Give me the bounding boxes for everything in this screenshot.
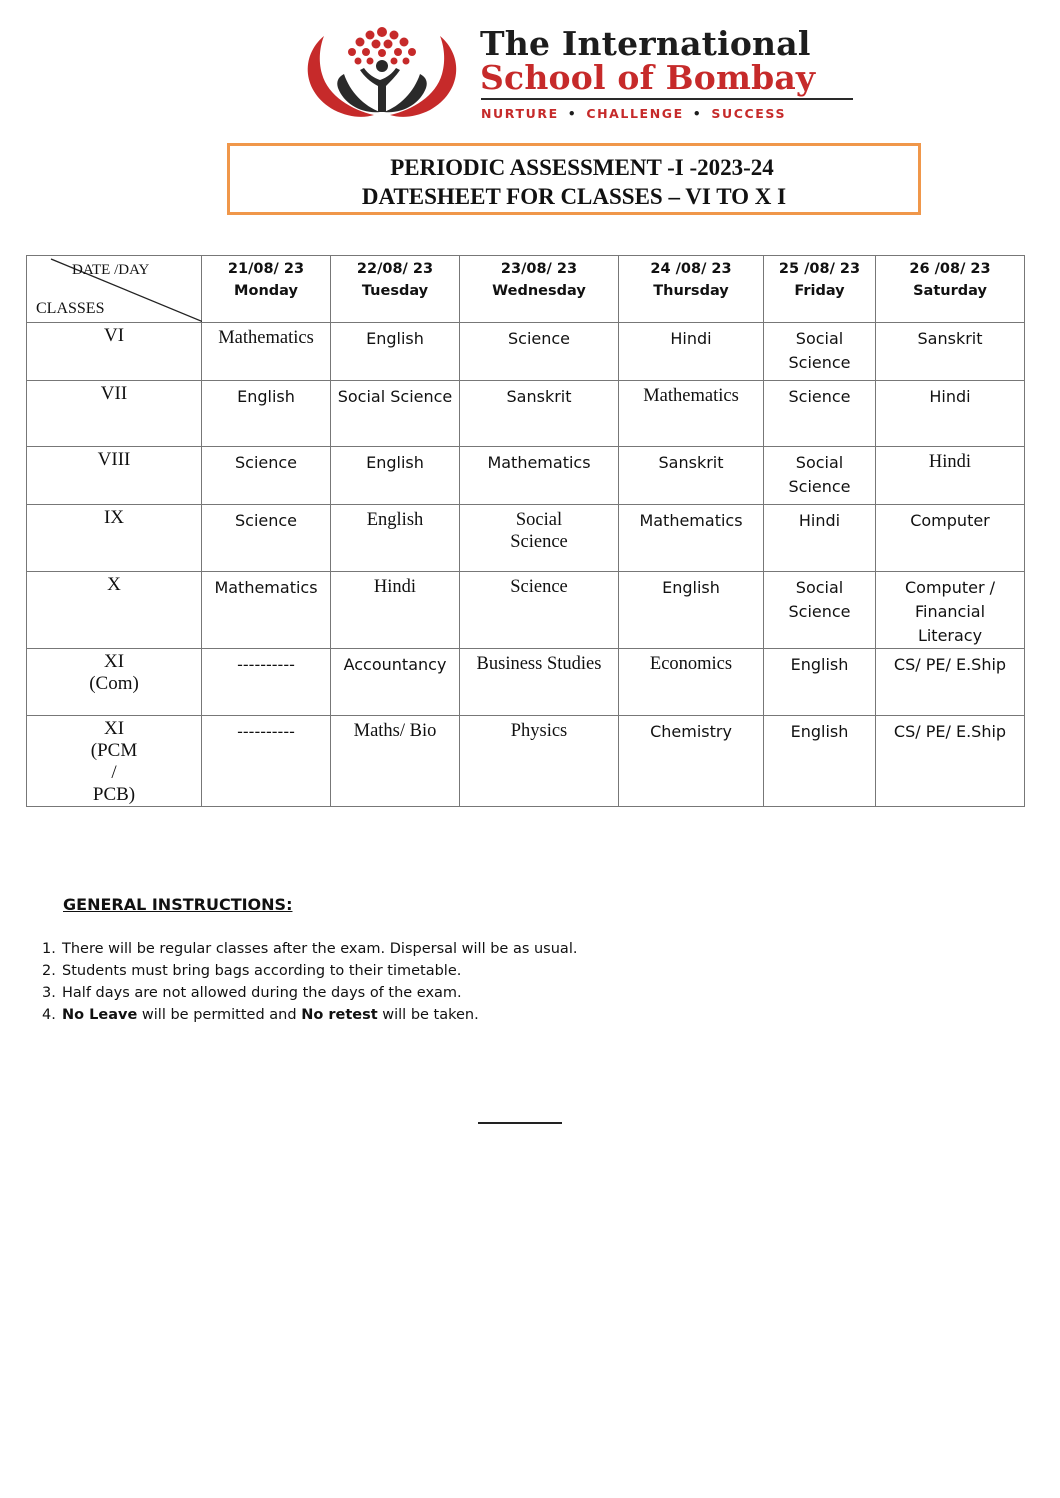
subject-label: English [366,453,424,472]
instruction-bold: No Leave [62,1007,138,1023]
subject-cell [764,572,876,649]
subject-label: Maths/ Bio [353,721,437,741]
tagline-nurture: NURTURE [481,106,559,121]
tagline-success: SUCCESS [711,106,787,121]
table-row [27,505,1025,572]
subject-cell [460,505,619,572]
subject-label: Mathematics [639,511,743,530]
subject-cell [764,716,876,807]
subject-label: Science [234,511,298,530]
day-label: Tuesday [361,283,429,299]
subject-cell [764,323,876,381]
logo-line2: School of Bombay [480,58,816,97]
subject-cell [764,649,876,716]
subject-label: Social [795,453,844,472]
subject-cell [331,323,460,381]
subject-cell [331,649,460,716]
logo-tagline: NURTURE • CHALLENGE • SUCCESS [481,106,787,121]
class-cell [27,572,202,649]
subject-cell [876,505,1025,572]
subject-label: Hindi [929,387,971,406]
subject-label: Mathematics [214,578,318,597]
day-label: Friday [794,283,845,299]
class-label: (PCM [90,740,138,761]
date-header-cell [202,256,331,323]
subject-cell [876,323,1025,381]
page-title: PERIODIC ASSESSMENT -I -2023-24 [390,155,774,180]
datesheet-table [26,255,1025,807]
date-label: 23/08/ 23 [500,261,578,277]
class-label: PCB) [92,784,136,805]
instruction-text: Students must bring bags according to their timetable. [62,963,462,979]
class-label: X [107,574,121,595]
subject-label: Hindi [798,511,841,530]
subject-cell [202,447,331,505]
date-header-cell [331,256,460,323]
header-row [27,256,1025,323]
subject-label: Science [234,453,298,472]
subject-cell [202,323,331,381]
subject-label: Science [788,353,851,372]
table-row [27,447,1025,505]
class-cell [27,716,202,807]
day-label: Wednesday [492,283,586,299]
class-cell [27,447,202,505]
instruction-text: will be taken. [377,1007,479,1023]
subject-label: Science [510,577,568,597]
table-row [27,381,1025,447]
subject-label: English [237,387,295,406]
subject-cell [202,649,331,716]
date-header-cell [619,256,764,323]
subject-label: Computer [910,511,990,530]
subject-cell [202,505,331,572]
subject-cell [460,572,619,649]
subject-label: Chemistry [650,722,732,741]
class-cell [27,649,202,716]
table-row [27,716,1025,807]
instructions-heading: GENERAL INSTRUCTIONS: [63,895,293,914]
subject-label: English [790,655,849,674]
subject-cell [331,381,460,447]
class-label: XI [103,651,125,672]
subject-label: Hindi [670,329,712,348]
subject-label: English [790,722,849,741]
day-label: Thursday [653,283,729,299]
subject-cell [460,323,619,381]
subject-cell [460,716,619,807]
subject-cell [876,572,1025,649]
table-row [27,649,1025,716]
class-cell [27,505,202,572]
instruction-item [42,982,577,1004]
subject-label: Social [515,510,563,530]
day-label: Saturday [913,283,987,299]
logo-divider [481,98,853,100]
subject-cell [202,572,331,649]
date-label: 25 /08/ 23 [778,261,861,277]
subject-cell [619,447,764,505]
instruction-text: will be permitted and [137,1007,302,1023]
subject-cell [619,323,764,381]
date-label: 26 /08/ 23 [909,261,991,277]
corner-cell [27,256,202,323]
subject-label: Business Studies [476,654,602,674]
subject-cell [764,505,876,572]
date-header-cell [764,256,876,323]
subject-label: Physics [510,721,568,741]
class-label: VII [100,383,128,404]
subject-cell [619,716,764,807]
subject-label: Science [788,477,851,496]
subject-cell [202,716,331,807]
subject-cell [619,649,764,716]
instruction-item [42,938,578,960]
subject-label: Hindi [373,577,417,597]
instruction-text: Half days are not allowed during the days of the exam. [62,985,462,1001]
instruction-item [42,960,577,982]
subject-cell [876,381,1025,447]
subject-cell [331,447,460,505]
table-row [27,323,1025,381]
subject-cell [202,381,331,447]
date-label: 22/08/ 23 [356,261,434,277]
class-cell [27,381,202,447]
subject-cell [331,505,460,572]
subject-label: English [662,578,720,597]
subject-cell [619,572,764,649]
tree-hands-logo-icon [300,22,465,122]
subject-cell [764,381,876,447]
instructions-list [42,938,578,1026]
table-row [27,572,1025,649]
instruction-number: 2. [42,963,56,979]
subject-label: Computer / [904,578,995,597]
subject-label: ---------- [237,655,295,674]
subject-cell [876,649,1025,716]
corner-date-label: DATE /DAY [72,262,150,278]
instruction-bold: No retest [301,1007,378,1023]
subject-label: Science [510,532,568,552]
subject-label: Sanskrit [658,453,724,472]
end-divider [478,1122,562,1124]
instruction-number: 4. [42,1007,56,1023]
school-logo [300,22,870,132]
date-header-cell [876,256,1025,323]
subject-label: Mathematics [487,453,591,472]
subject-cell [876,716,1025,807]
date-header-cell [460,256,619,323]
title-box [227,143,921,215]
subject-label: Science [788,387,851,406]
subject-label: Economics [649,654,733,674]
subject-cell [331,716,460,807]
class-label: (Com) [89,673,139,694]
subject-cell [764,447,876,505]
instruction-item [42,1004,577,1026]
corner-classes-label: CLASSES [36,300,105,317]
subject-cell [460,381,619,447]
subject-cell [619,505,764,572]
logo-line1: The International [480,24,811,63]
subject-label: Social [795,329,844,348]
subject-label: Sanskrit [506,387,572,406]
class-label: / [111,762,117,783]
subject-label: English [366,510,424,530]
subject-label: Financial [914,602,986,621]
class-label: VI [103,325,125,346]
tagline-challenge: CHALLENGE [586,106,684,121]
instruction-number: 1. [42,941,56,957]
subject-label: English [366,329,424,348]
date-label: 21/08/ 23 [227,261,305,277]
instruction-text: There will be regular classes after the exam. Dispersal will be as usual. [62,941,578,957]
class-label: XI [103,718,125,739]
subject-label: CS/ PE/ E.Ship [893,722,1007,741]
day-label: Monday [234,283,298,299]
subject-label: CS/ PE/ E.Ship [893,655,1007,674]
subject-cell [460,649,619,716]
subject-cell [876,447,1025,505]
page-subtitle: DATESHEET FOR CLASSES – VI TO X I [361,184,787,209]
class-cell [27,323,202,381]
subject-label: Hindi [928,452,972,472]
subject-cell [460,447,619,505]
subject-label: Mathematics [218,328,314,348]
class-label: IX [103,507,125,528]
subject-label: Accountancy [343,655,447,674]
subject-cell [619,381,764,447]
subject-cell [331,572,460,649]
subject-label: Science [788,602,851,621]
date-label: 24 /08/ 23 [650,261,732,277]
subject-label: Literacy [917,626,983,645]
subject-label: Sanskrit [917,329,983,348]
instruction-number: 3. [42,985,56,1001]
subject-label: Social [795,578,844,597]
subject-label: Social Science [337,387,453,406]
subject-label: ---------- [237,722,295,741]
subject-label: Mathematics [643,386,739,406]
class-label: VIII [97,449,131,470]
subject-label: Science [507,329,571,348]
